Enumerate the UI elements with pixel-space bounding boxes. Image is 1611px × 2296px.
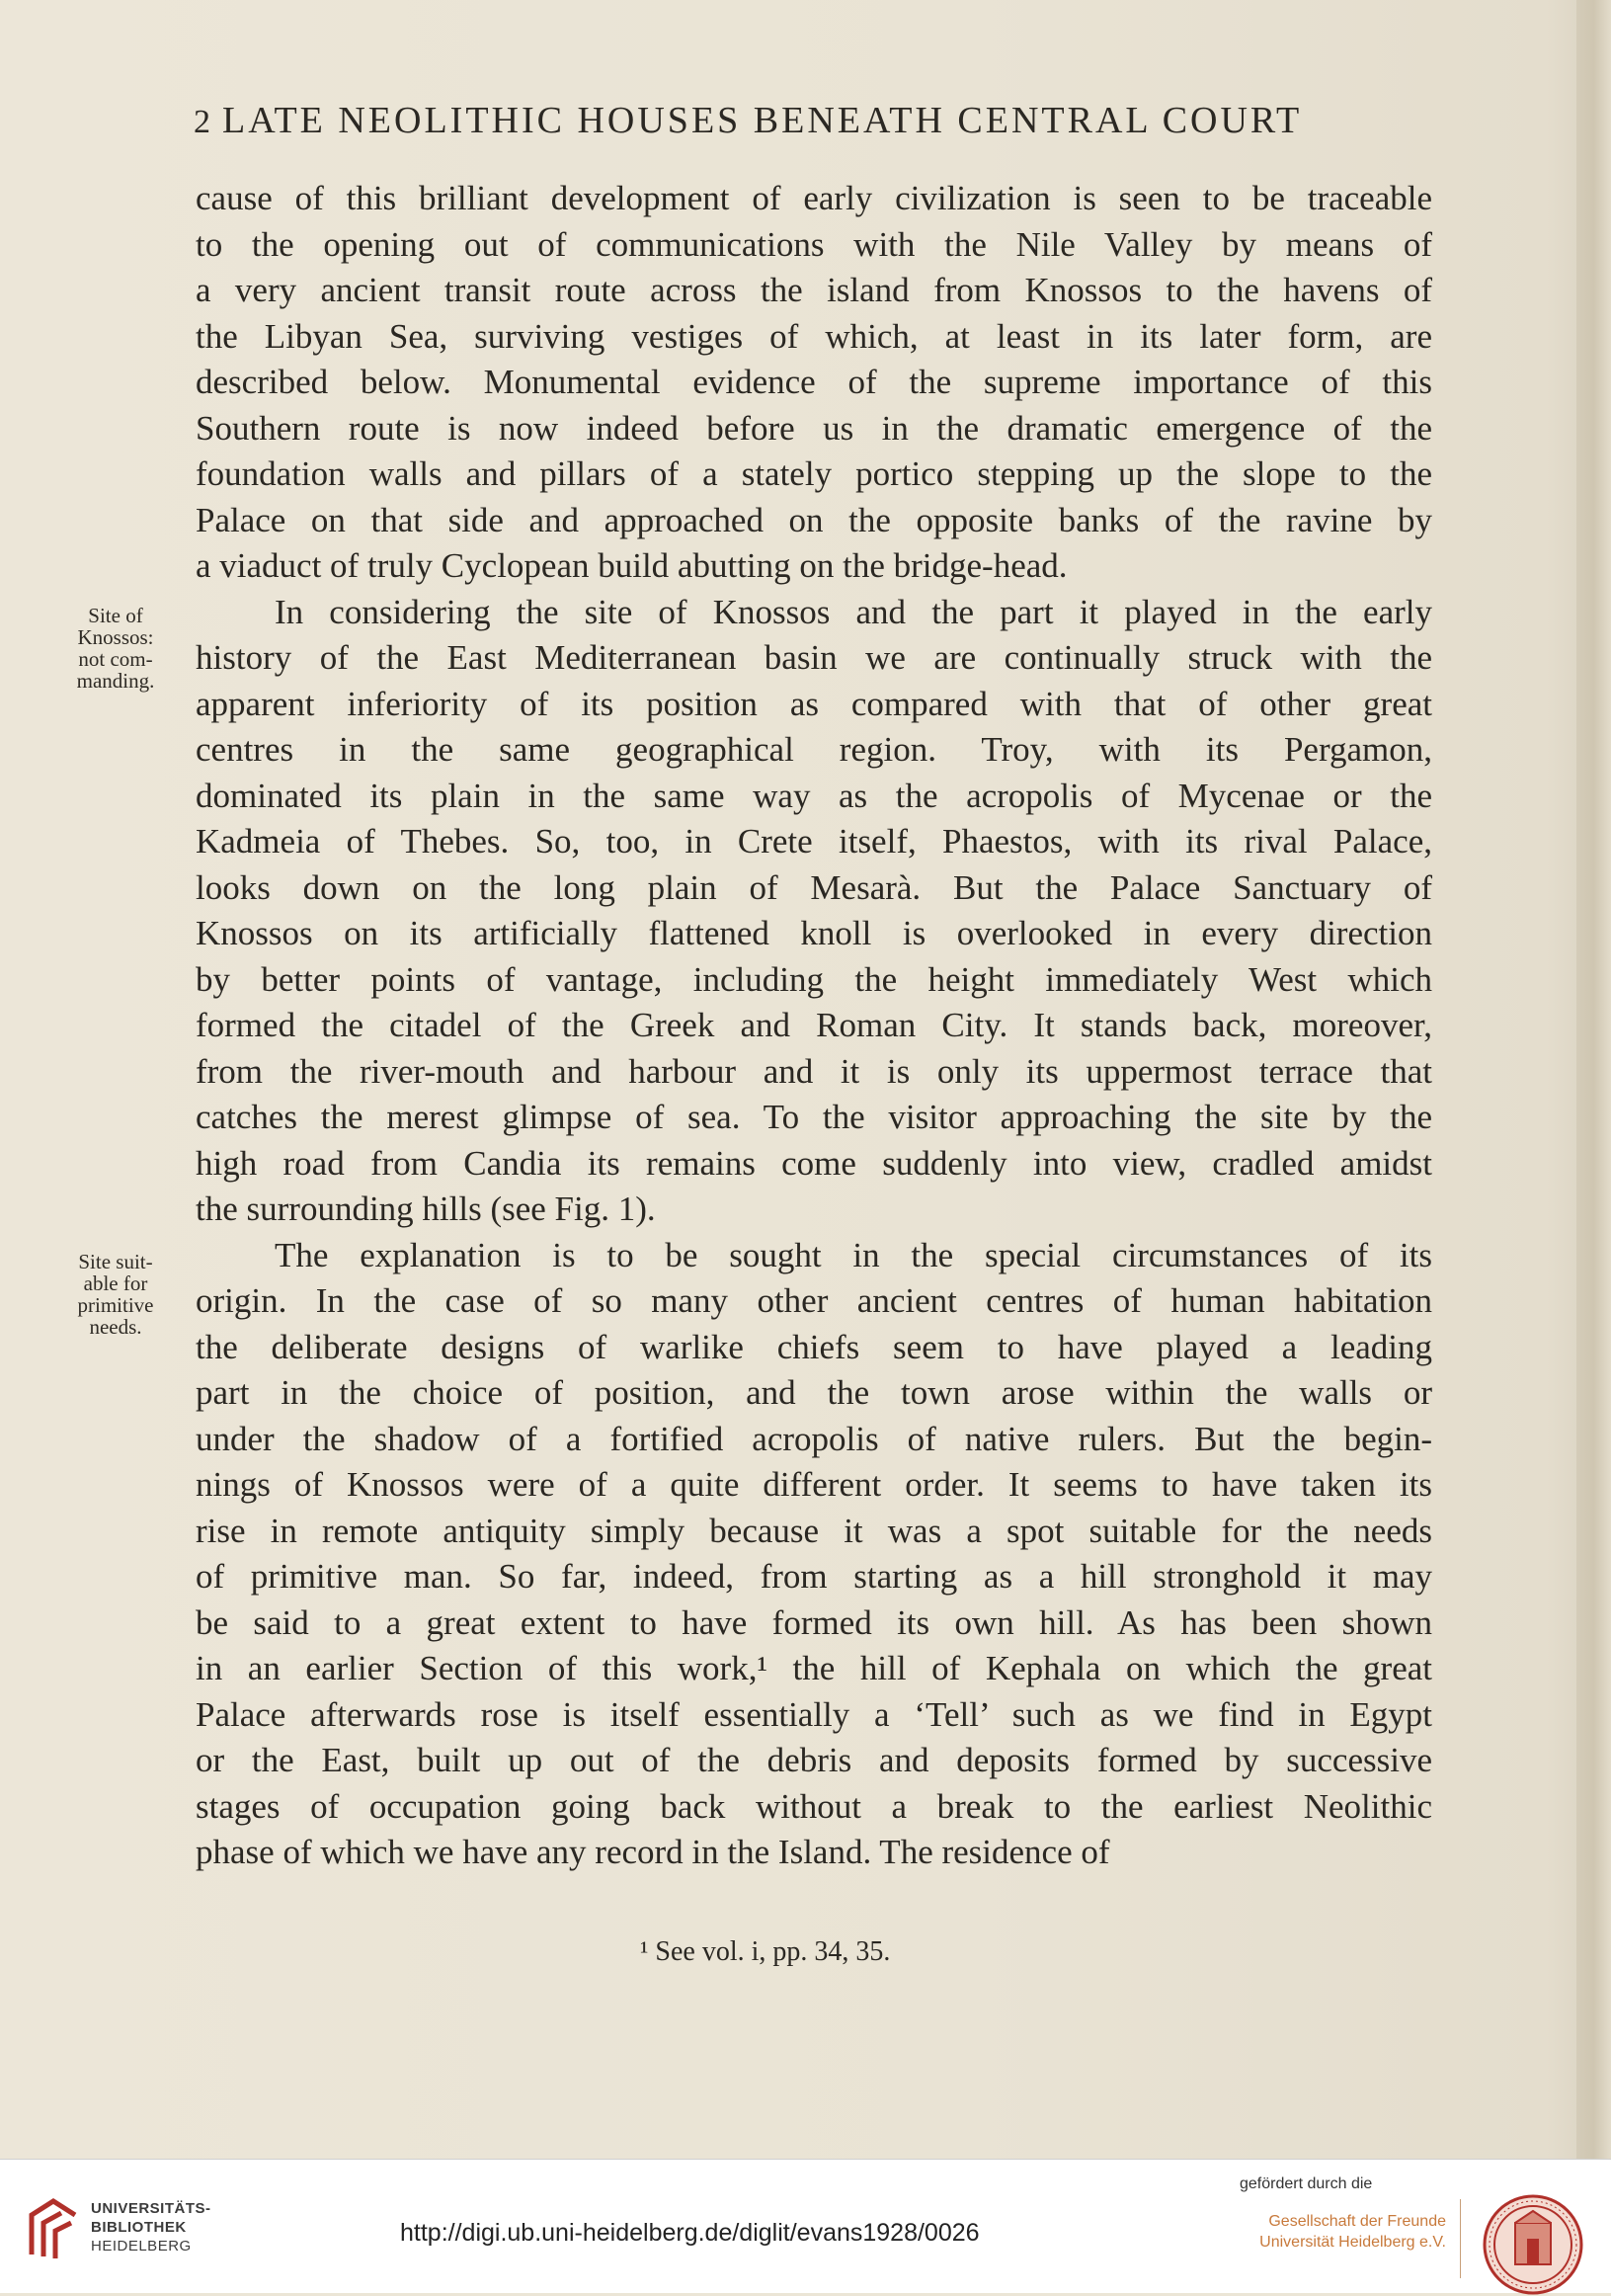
text-line: In considering the site of Knossos and the part it played in the early	[275, 592, 1432, 631]
text-line: looks down on the long plain of Mesarà. But the Palace Sanctuary of	[196, 867, 1432, 907]
society-name	[1217, 2211, 1446, 2253]
text-line: the surrounding hills (see Fig. 1).	[196, 1189, 656, 1228]
text-line: nings of Knossos were of a quite different order. It seems to have taken its	[196, 1465, 1432, 1504]
side-note-line: Knossos:	[77, 625, 154, 649]
text-line: Palace on that side and approached on the opposite banks of the ravine by	[196, 500, 1432, 539]
text-line: of primitive man. So far, indeed, from starting as a hill stronghold it may	[196, 1557, 1432, 1596]
university-seal-icon	[1482, 2193, 1584, 2296]
permalink-url[interactable]: http://digi.ub.uni-heidelberg.de/diglit/evans1928/0026	[400, 2219, 980, 2247]
text-line: under the shadow of a fortified acropolis of native rulers. But the begin-	[196, 1419, 1432, 1458]
library-name	[91, 2199, 211, 2255]
body-text	[196, 176, 1432, 1876]
text-line: described below. Monumental evidence of the supreme importance of this	[196, 363, 1432, 401]
text-line: by better points of vantage, including the height immediately West which	[196, 959, 1432, 999]
text-line: Kadmeia of Thebes. So, too, in Crete itself, Phaestos, with its rival Palace,	[196, 822, 1432, 861]
text-line: catches the merest glimpse of sea. To the visitor approaching the site by the	[196, 1098, 1432, 1136]
text-line: Southern route is now indeed before us in the dramatic emergence of the	[196, 408, 1432, 448]
side-note-line: needs.	[89, 1315, 142, 1339]
footnote: ¹ See vol. i, pp. 34, 35.	[640, 1936, 891, 1967]
library-name-line-2: BIBLIOTHEK	[91, 2219, 187, 2236]
paragraph	[196, 176, 1432, 590]
running-title: LATE NEOLITHIC HOUSES BENEATH CENTRAL COURT	[222, 100, 1303, 141]
funded-by-label: gefördert durch die	[1240, 2175, 1373, 2192]
text-line: foundation walls and pillars of a stately portico stepping up the slope to the	[196, 454, 1432, 493]
text-line: part in the choice of position, and the town arose within the walls or	[196, 1373, 1432, 1412]
text-line: a viaduct of truly Cyclopean build abutting on the bridge-head.	[196, 546, 1068, 585]
text-line: centres in the same geographical region. Troy, with its Pergamon,	[196, 730, 1432, 769]
side-note-line: not com-	[78, 647, 153, 671]
side-note-line: Site suit-	[78, 1250, 153, 1273]
text-line: in an earlier Section of this work,¹ the hill of Kephala on which the great	[196, 1649, 1432, 1687]
footer-divider	[1460, 2199, 1461, 2278]
text-line: dominated its plain in the same way as the acropolis of Mycenae or the	[196, 776, 1432, 815]
text-line: stages of occupation going back without a break to the earliest Neolithic	[196, 1786, 1432, 1826]
side-note-line: primitive	[77, 1293, 154, 1317]
text-line: to the opening out of communications with the Nile Valley by means of	[196, 224, 1432, 264]
text-line: rise in remote antiquity simply because it was a spot suitable for the needs	[196, 1511, 1432, 1550]
side-note-line: Site of	[88, 604, 143, 627]
text-line: be said to a great extent to have formed its own hill. As has been shown	[196, 1602, 1432, 1642]
text-line: the Libyan Sea, surviving vestiges of which, at least in its later form, are	[196, 316, 1432, 356]
side-note-site-of-knossos	[51, 605, 180, 692]
library-name-line-1: UNIVERSITÄTS-	[91, 2200, 211, 2217]
society-name-line-2: Universität Heidelberg e.V.	[1259, 2234, 1446, 2251]
running-head	[194, 99, 1433, 142]
page-spine-edge	[1576, 0, 1611, 2159]
text-line: Palace afterwards rose is itself essentially a ‘Tell’ such as we find in Egypt	[196, 1694, 1432, 1734]
text-line: from the river-mouth and harbour and it is only its uppermost terrace that	[196, 1051, 1432, 1091]
paragraph	[196, 590, 1432, 1233]
side-note-line: manding.	[76, 669, 155, 693]
text-line: apparent inferiority of its position as compared with that of other great	[196, 684, 1432, 723]
text-line: phase of which we have any record in the Island. The residence of	[196, 1833, 1110, 1871]
text-line: or the East, built up out of the debris and deposits formed by successive	[196, 1741, 1432, 1779]
text-line: The explanation is to be sought in the special circumstances of its	[275, 1235, 1432, 1274]
text-line: cause of this brilliant development of early civilization is seen to be traceable	[196, 179, 1432, 217]
side-note-line: able for	[83, 1271, 148, 1295]
library-name-line-3: HEIDELBERG	[91, 2238, 192, 2255]
text-line: Knossos on its artificially flattened knoll is overlooked in every direction	[196, 914, 1432, 952]
text-line: high road from Candia its remains come suddenly into view, cradled amidst	[196, 1143, 1432, 1183]
page-number: 2	[194, 104, 210, 140]
side-note-site-suitable	[51, 1251, 180, 1338]
footer-bar	[0, 2159, 1611, 2293]
text-line: a very ancient transit route across the island from Knossos to the havens of	[196, 271, 1432, 309]
library-logo-icon	[22, 2195, 85, 2264]
text-line: history of the East Mediterranean basin we are continually struck with the	[196, 638, 1432, 677]
text-line: formed the citadel of the Greek and Roman City. It stands back, moreover,	[196, 1006, 1432, 1044]
paragraph	[196, 1233, 1432, 1876]
text-line: origin. In the case of so many other ancient centres of human habitation	[196, 1281, 1432, 1320]
text-line: the deliberate designs of warlike chiefs seem to have played a leading	[196, 1327, 1432, 1366]
society-name-line-1: Gesellschaft der Freunde	[1268, 2213, 1446, 2230]
